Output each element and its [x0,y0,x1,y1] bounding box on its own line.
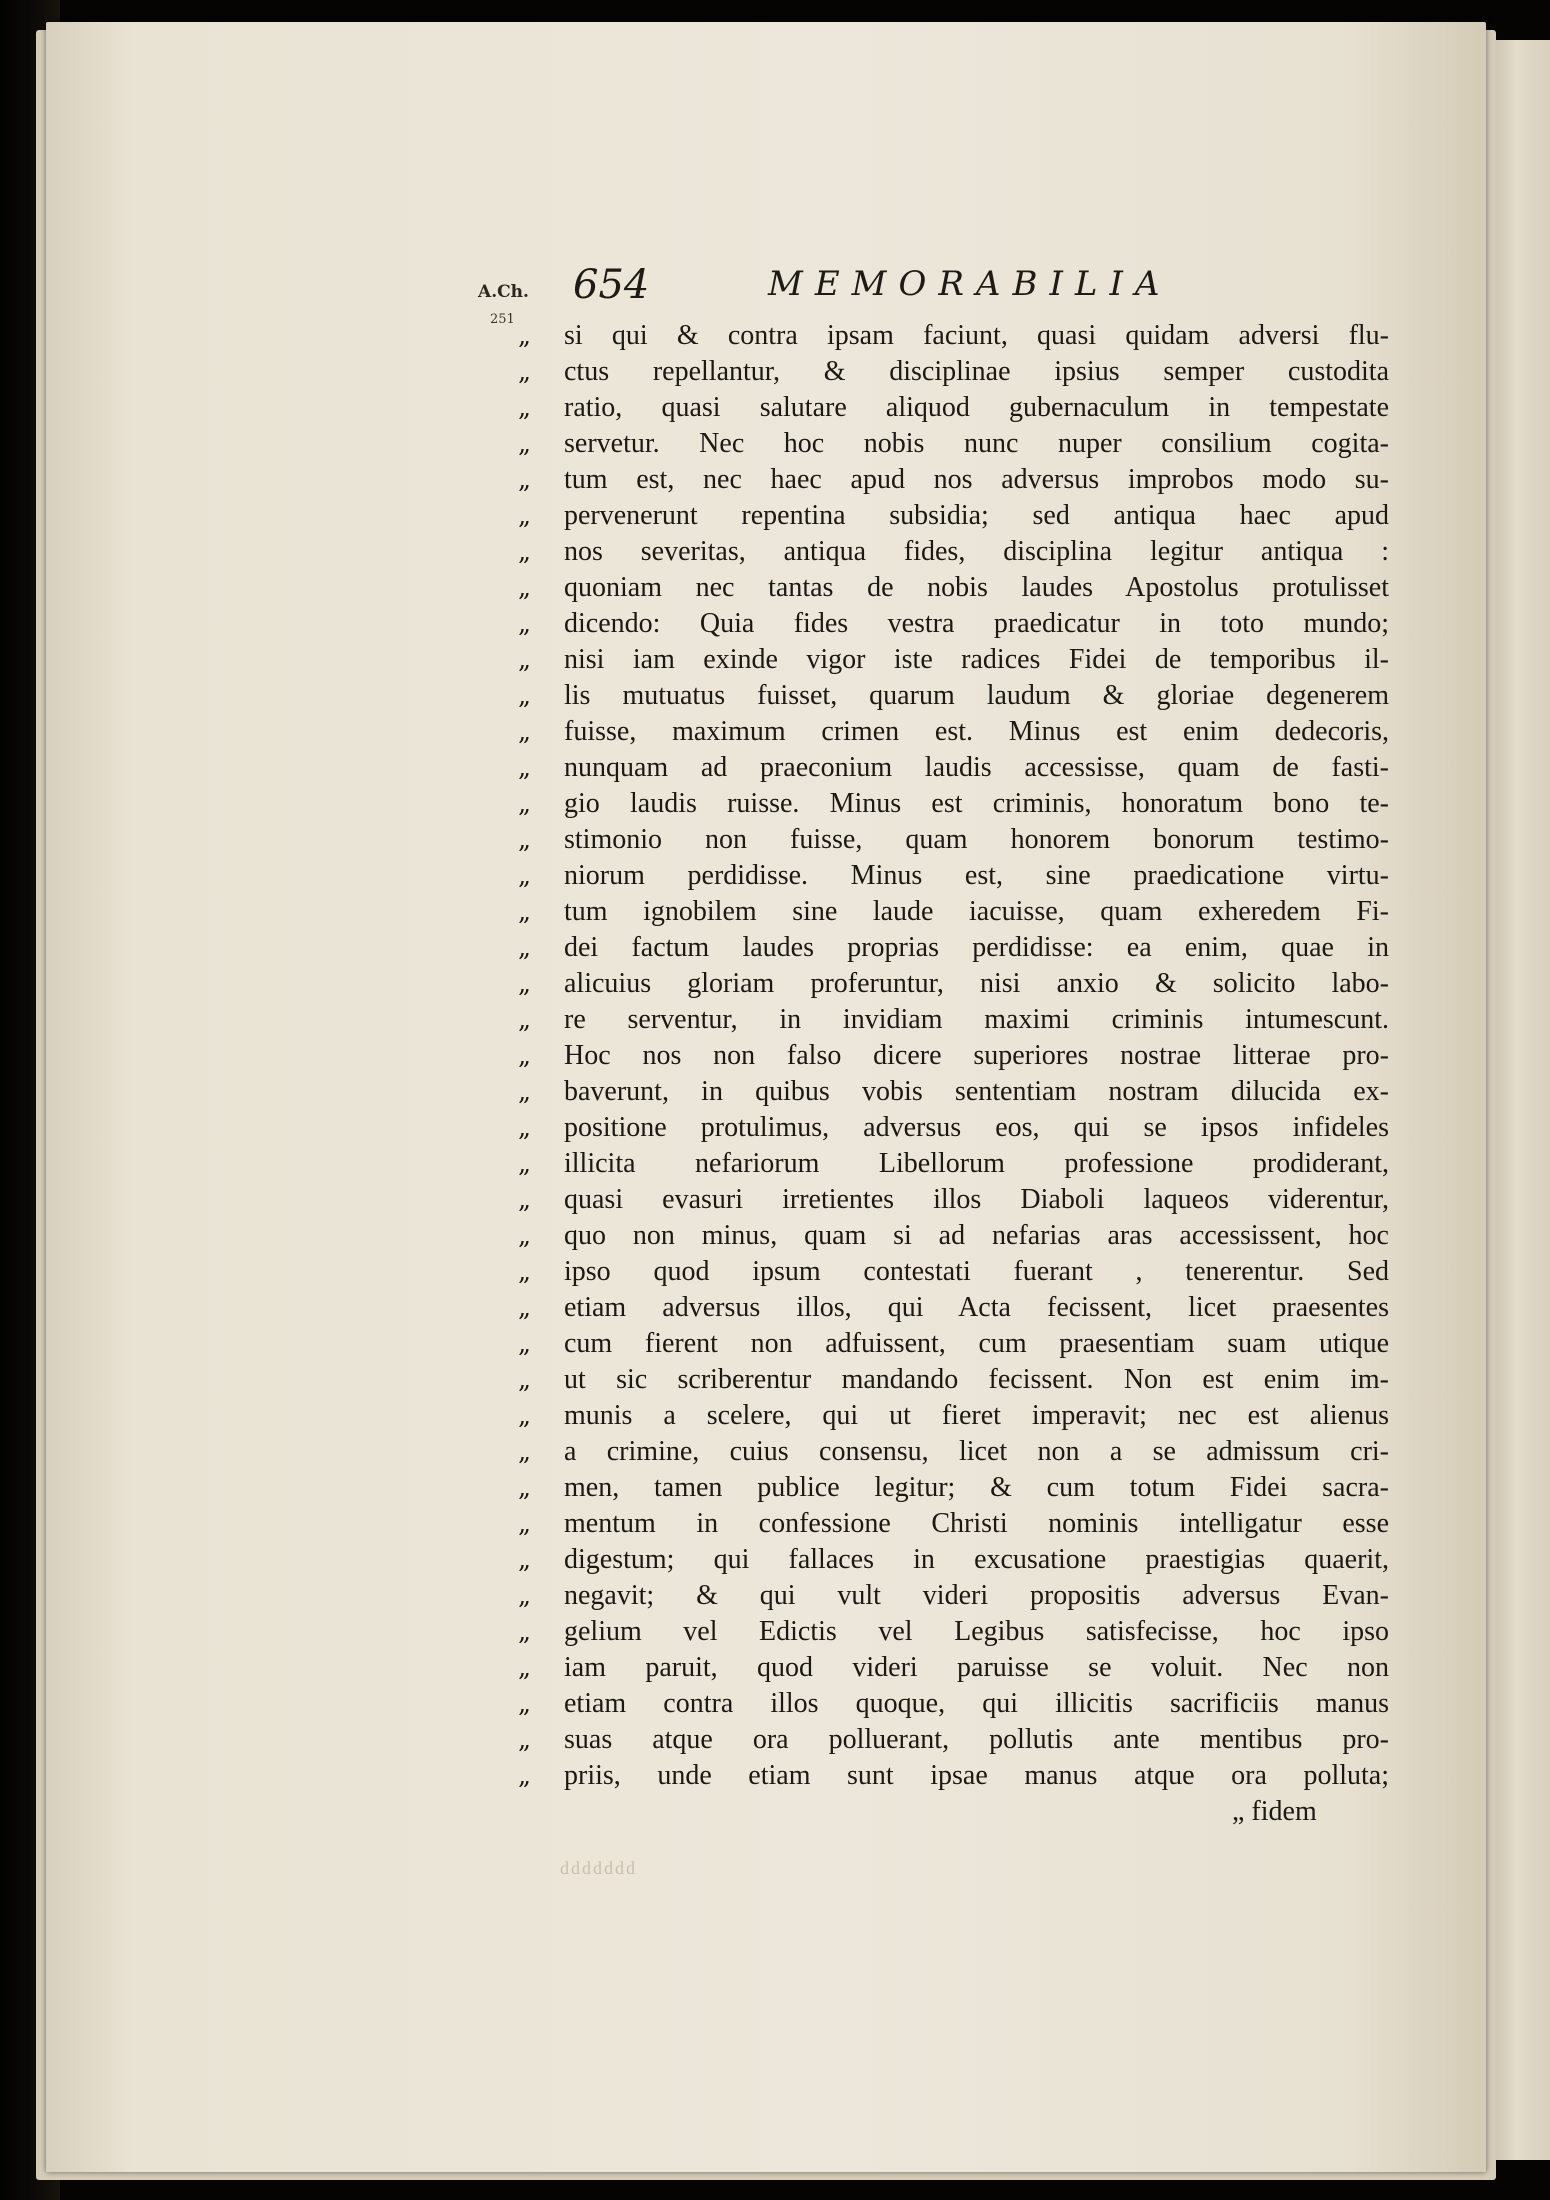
text-line [518,462,1388,498]
quotation-mark: „ [518,357,531,386]
margin-note-anno-christi: A.Ch. [478,282,529,302]
line-text: negavit; & qui vult videri propositis adversus Evan- [564,1580,1389,1611]
text-line [518,1074,1388,1110]
quotation-mark: „ [518,537,531,566]
line-text: etiam contra illos quoque, qui illicitis sacrificiis manus [564,1688,1389,1719]
quotation-mark: „ [518,1221,531,1250]
quotation-mark: „ [518,321,531,350]
text-line [518,786,1388,822]
quotation-mark: „ [518,501,531,530]
quotation-mark: „ [518,1653,531,1682]
text-line [518,642,1388,678]
quotation-mark: „ [518,1005,531,1034]
bleed-through-text: ddddddd [560,1858,637,1878]
text-line [518,714,1388,750]
line-text: ipso quod ipsum contestati fuerant , tenerentur. Sed [564,1256,1389,1287]
quotation-mark: „ [518,1689,531,1718]
text-line [518,534,1388,570]
text-line [518,1326,1388,1362]
line-text: fuisse, maximum crimen est. Minus est enim dedecoris, [564,716,1389,747]
line-text: gelium vel Edictis vel Legibus satisfecisse, hoc ipso [564,1616,1389,1647]
facing-page-edge [1490,40,1550,2160]
quotation-mark: „ [518,897,531,926]
quotation-mark: „ [518,1509,531,1538]
quotation-mark: „ [518,1617,531,1646]
text-line [518,1254,1388,1290]
quotation-mark: „ [518,429,531,458]
text-line [518,1542,1388,1578]
line-text: quoniam nec tantas de nobis laudes Apostolus protulisset [564,572,1389,603]
quotation-mark: „ [518,645,531,674]
line-text: dei factum laudes proprias perdidisse: ea enim, quae in [564,932,1389,963]
line-text: ut sic scriberentur mandando fecissent. Non est enim im- [564,1364,1389,1395]
text-line [518,1002,1388,1038]
line-text: etiam adversus illos, qui Acta fecissent, licet praesentes [564,1292,1389,1323]
quotation-mark: „ [518,933,531,962]
text-line [518,1650,1388,1686]
text-line [518,1686,1388,1722]
quotation-mark: „ [518,1545,531,1574]
text-line [518,1182,1388,1218]
quotation-mark: „ [518,681,531,710]
line-text: ctus repellantur, & disciplinae ipsius semper custodita [564,356,1389,387]
text-line [518,930,1388,966]
quotation-mark: „ [518,1077,531,1106]
line-text: positione protulimus, adversus eos, qui se ipsos infideles [564,1112,1389,1143]
quotation-mark: „ [518,1581,531,1610]
text-line [518,966,1388,1002]
quotation-mark: „ [518,1365,531,1394]
line-text: gio laudis ruisse. Minus est criminis, honoratum bono te- [564,788,1389,819]
quotation-mark: „ [518,861,531,890]
line-text: mentum in confessione Christi nominis intelligatur esse [564,1508,1389,1539]
text-line [518,354,1388,390]
page-header [478,262,1378,322]
text-line [518,1434,1388,1470]
text-line [518,1218,1388,1254]
text-line [518,1038,1388,1074]
quotation-mark: „ [518,1149,531,1178]
line-text: stimonio non fuisse, quam honorem bonorum testimo- [564,824,1389,855]
text-line [518,570,1388,606]
quotation-mark: „ [518,1401,531,1430]
line-text: si qui & contra ipsam faciunt, quasi quidam adversi flu- [564,320,1389,351]
quotation-mark: „ [518,1041,531,1070]
line-text: nisi iam exinde vigor iste radices Fidei de temporibus il- [564,644,1389,675]
text-line [518,1758,1388,1794]
quotation-mark: „ [518,1329,531,1358]
text-line [518,1398,1388,1434]
text-line [518,678,1388,714]
quotation-mark: „ [518,609,531,638]
text-line [518,1506,1388,1542]
quotation-mark: „ [518,573,531,602]
quotation-mark: „ [518,789,531,818]
line-text: niorum perdidisse. Minus est, sine praedicatione virtu- [564,860,1389,891]
line-text: tum ignobilem sine laude iacuisse, quam exheredem Fi- [564,896,1389,927]
quotation-mark: „ [518,1437,531,1466]
line-text: digestum; qui fallaces in excusatione praestigias quaerit, [564,1544,1389,1575]
text-line [518,606,1388,642]
line-text: baverunt, in quibus vobis sententiam nostram dilucida ex- [564,1076,1389,1107]
line-text: pervenerunt repentina subsidia; sed antiqua haec apud [564,500,1389,531]
margin-year: 251 [490,312,515,327]
text-line [518,1614,1388,1650]
text-line [518,1722,1388,1758]
quotation-mark: „ [518,753,531,782]
running-title: MEMORABILIA [768,264,1172,304]
line-text: iam paruit, quod videri paruisse se voluit. Nec non [564,1652,1389,1683]
quotation-mark: „ [518,1725,531,1754]
text-line [518,858,1388,894]
text-line [518,1362,1388,1398]
quotation-mark: „ [518,1113,531,1142]
text-line [518,750,1388,786]
quotation-mark: „ [518,1473,531,1502]
line-text: a crimine, cuius consensu, licet non a se admissum cri- [564,1436,1389,1467]
line-text: priis, unde etiam sunt ipsae manus atque ora polluta; [564,1760,1389,1791]
line-text: nunquam ad praeconium laudis accessisse, quam de fasti- [564,752,1389,783]
line-text: servetur. Nec hoc nobis nunc nuper consilium cogita- [564,428,1389,459]
line-text: illicita nefariorum Libellorum professione prodiderant, [564,1148,1389,1179]
page-number: 654 [573,262,650,308]
line-text: munis a scelere, qui ut fieret imperavit; nec est alienus [564,1400,1389,1431]
line-text: alicuius gloriam proferuntur, nisi anxio & solicito labo- [564,968,1389,999]
text-line [518,498,1388,534]
line-text: lis mutuatus fuisset, quarum laudum & gloriae degenerem [564,680,1389,711]
line-text: quasi evasuri irretientes illos Diaboli laqueos viderentur, [564,1184,1389,1215]
quotation-mark: „ [518,969,531,998]
quotation-mark: „ [518,1293,531,1322]
text-line [518,1578,1388,1614]
text-line [518,390,1388,426]
text-line [518,1290,1388,1326]
line-text: Hoc nos non falso dicere superiores nostrae litterae pro- [564,1040,1389,1071]
line-text: tum est, nec haec apud nos adversus improbos modo su- [564,464,1389,495]
catchword: „ fidem [1232,1796,1317,1827]
line-text: dicendo: Quia fides vestra praedicatur in toto mundo; [564,608,1389,639]
text-line [518,1146,1388,1182]
quotation-mark: „ [518,465,531,494]
text-line [518,1110,1388,1146]
text-line [518,1470,1388,1506]
quotation-mark: „ [518,1761,531,1790]
quotation-mark: „ [518,825,531,854]
line-text: re serventur, in invidiam maximi criminis intumescunt. [564,1004,1389,1035]
line-text: quo non minus, quam si ad nefarias aras accessissent, hoc [564,1220,1389,1251]
quotation-mark: „ [518,1185,531,1214]
line-text: nos severitas, antiqua fides, disciplina legitur antiqua : [564,536,1389,567]
quotation-mark: „ [518,717,531,746]
text-line [518,894,1388,930]
line-text: cum fierent non adfuissent, cum praesentiam suam utique [564,1328,1389,1359]
line-text: suas atque ora polluerant, pollutis ante mentibus pro- [564,1724,1389,1755]
line-text: men, tamen publice legitur; & cum totum Fidei sacra- [564,1472,1389,1503]
quotation-mark: „ [518,393,531,422]
line-text: ratio, quasi salutare aliquod gubernaculum in tempestate [564,392,1389,423]
quotation-mark: „ [518,1257,531,1286]
text-line [518,426,1388,462]
body-text [518,318,1388,1794]
text-line [518,822,1388,858]
text-line [518,318,1388,354]
